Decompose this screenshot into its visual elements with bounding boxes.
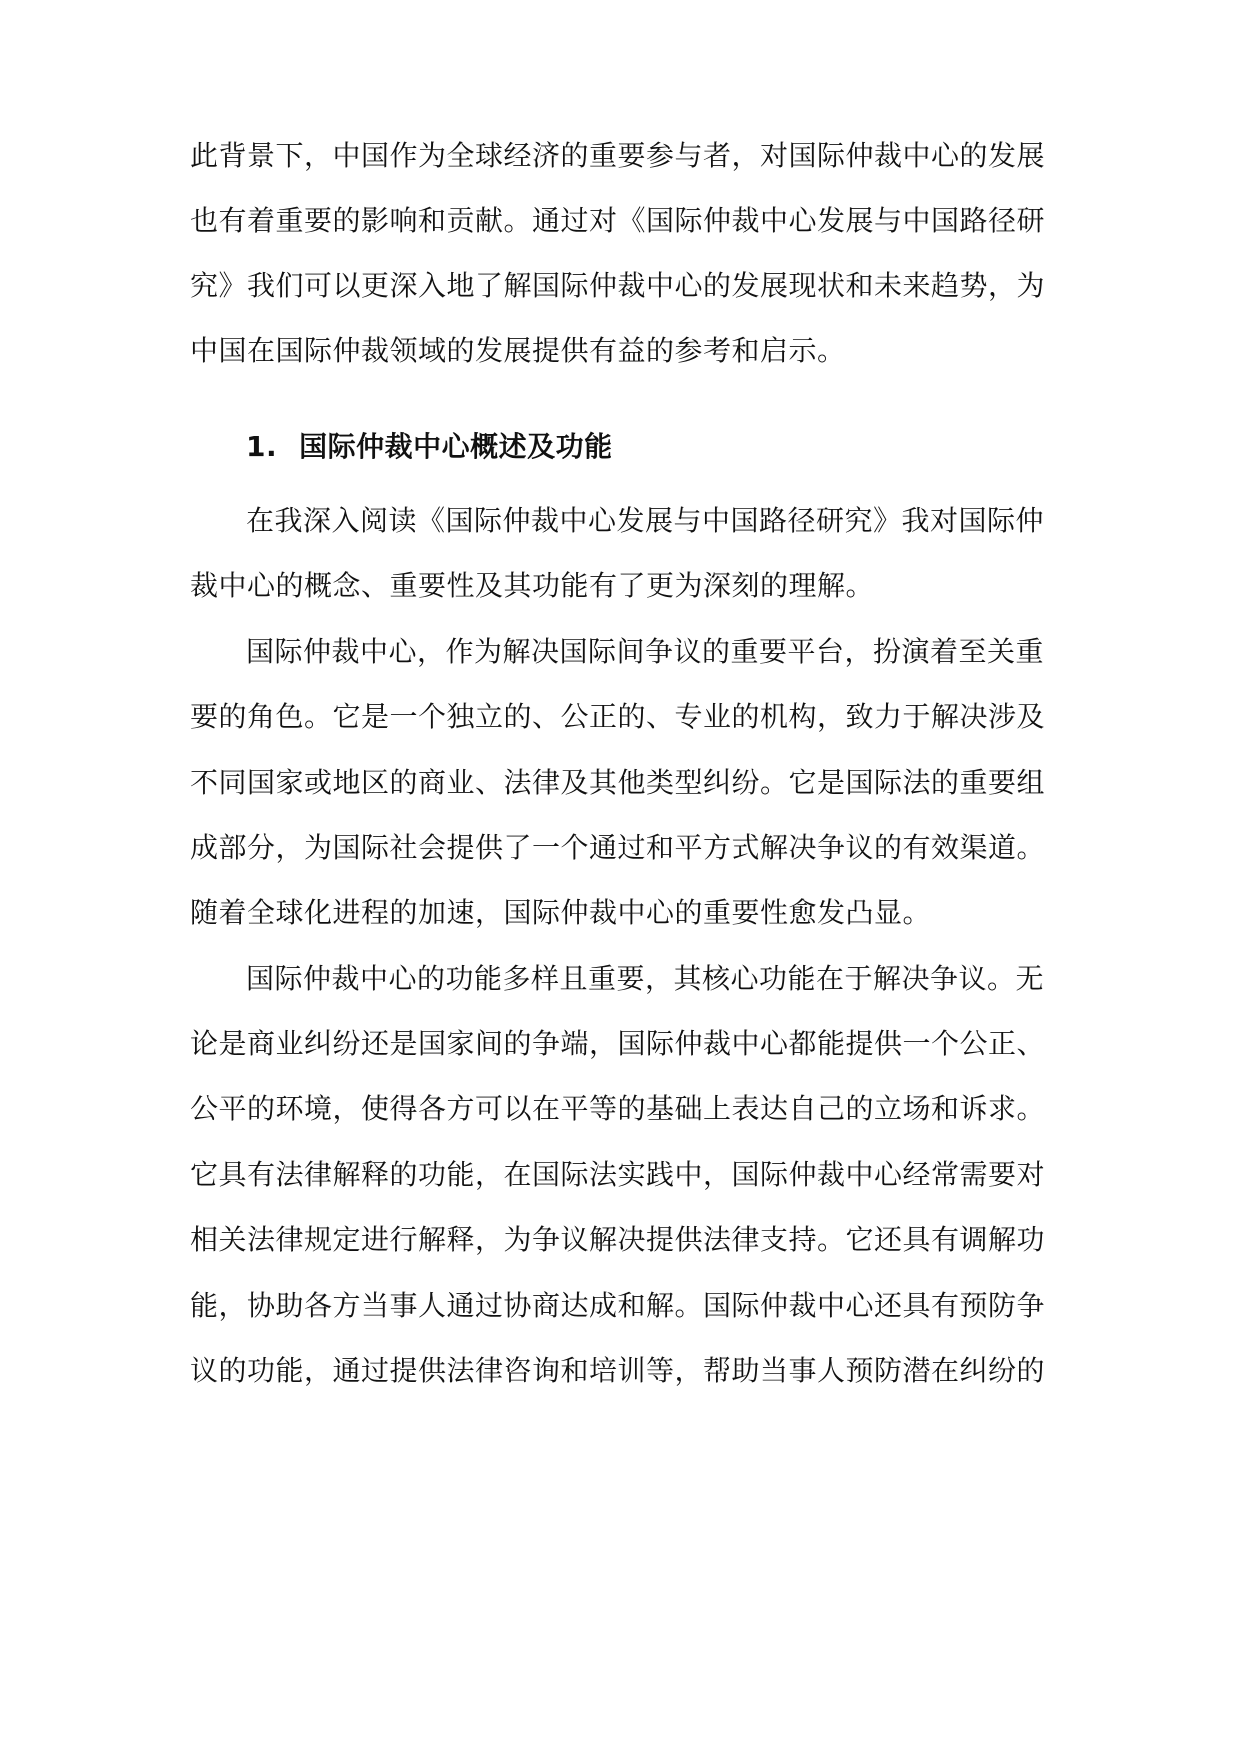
para1-line-1: 在我深入阅读《国际仲裁中心发展与中国路径研究》我对国际仲: [246, 504, 1045, 537]
para2-line-1: 国际仲裁中心，作为解决国际间争议的重要平台，扮演着至关重: [246, 635, 1045, 668]
intro-line-4: 中国在国际仲裁领域的发展提供有益的参考和启示。: [190, 334, 846, 367]
para3-line-2: 论是商业纠纷还是国家间的争端，国际仲裁中心都能提供一个公正、: [190, 1027, 1046, 1060]
intro-line-1: 此背景下，中国作为全球经济的重要参与者，对国际仲裁中心的发展: [190, 139, 1046, 172]
para3-line-6: 能，协助各方当事人通过协商达成和解。国际仲裁中心还具有预防争: [190, 1289, 1046, 1322]
section-number: 1.: [246, 430, 278, 463]
intro-line-3: 究》我们可以更深入地了解国际仲裁中心的发展现状和未来趋势，为: [190, 269, 1046, 302]
para3-line-1: 国际仲裁中心的功能多样且重要，其核心功能在于解决争议。无: [246, 962, 1045, 995]
para3-line-7: 议的功能，通过提供法律咨询和培训等，帮助当事人预防潜在纠纷的: [190, 1354, 1046, 1387]
section-heading: [246, 427, 613, 467]
para1-line-2: 裁中心的概念、重要性及其功能有了更为深刻的理解。: [190, 569, 875, 602]
para3-line-5: 相关法律规定进行解释，为争议解决提供法律支持。它还具有调解功: [190, 1223, 1046, 1256]
para2-line-2: 要的角色。它是一个独立的、公正的、专业的机构，致力于解决涉及: [190, 700, 1046, 733]
para2-line-4: 成部分，为国际社会提供了一个通过和平方式解决争议的有效渠道。: [190, 831, 1046, 864]
para3-line-3: 公平的环境，使得各方可以在平等的基础上表达自己的立场和诉求。: [190, 1092, 1046, 1125]
para3-line-4: 它具有法律解释的功能，在国际法实践中，国际仲裁中心经常需要对: [190, 1158, 1046, 1191]
section-title: 国际仲裁中心概述及功能: [299, 430, 613, 463]
para2-line-5: 随着全球化进程的加速，国际仲裁中心的重要性愈发凸显。: [190, 896, 932, 929]
intro-line-2: 也有着重要的影响和贡献。通过对《国际仲裁中心发展与中国路径研: [190, 204, 1046, 237]
para2-line-3: 不同国家或地区的商业、法律及其他类型纠纷。它是国际法的重要组: [190, 766, 1046, 799]
